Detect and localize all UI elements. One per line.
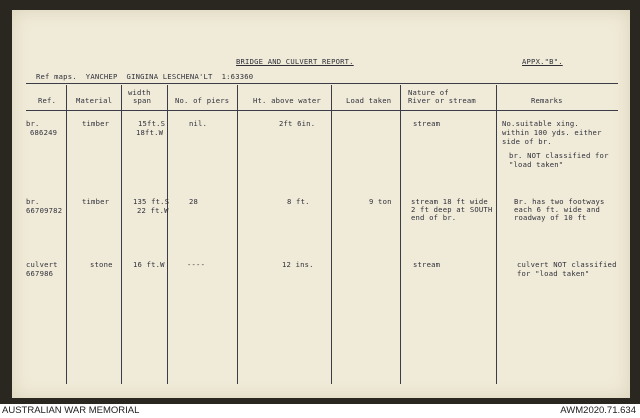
header-span: span bbox=[133, 96, 152, 105]
cell-ref: 66709782 bbox=[26, 206, 63, 215]
cell-ref: culvert bbox=[26, 260, 58, 269]
column-divider bbox=[167, 85, 168, 384]
column-divider bbox=[400, 85, 401, 384]
cell-nature: 2 ft deep at SOUTH bbox=[411, 205, 493, 214]
cell-remarks: roadway of 10 ft bbox=[514, 213, 587, 222]
cell-remarks: br. NOT classified for bbox=[509, 151, 609, 160]
appendix-label: APPX."B". bbox=[522, 57, 563, 66]
cell-ref: 686249 bbox=[30, 128, 58, 137]
cell-ref: br. bbox=[26, 197, 40, 206]
cell-load: 9 ton bbox=[369, 197, 392, 206]
column-divider bbox=[237, 85, 238, 384]
column-divider bbox=[331, 85, 332, 384]
cell-width-span: 135 ft.S bbox=[133, 197, 170, 206]
cell-material: timber bbox=[82, 119, 110, 128]
cell-height: 2ft 6in. bbox=[279, 119, 316, 128]
cell-material: timber bbox=[82, 197, 110, 206]
column-divider bbox=[496, 85, 497, 384]
cell-width-span: 22 ft.W bbox=[137, 206, 169, 215]
cell-nature: end of br. bbox=[411, 213, 457, 222]
table-header-rule bbox=[26, 110, 618, 111]
ref-maps-line: Ref maps. YANCHEP GINGINA LESCHENA'LT 1:63360 bbox=[36, 72, 254, 81]
footer-institution: AUSTRALIAN WAR MEMORIAL bbox=[2, 405, 140, 416]
cell-width-span: 16 ft.W bbox=[133, 260, 165, 269]
cell-remarks: for "load taken" bbox=[517, 269, 590, 278]
cell-piers: ---- bbox=[187, 260, 206, 269]
cell-remarks: "load taken" bbox=[509, 160, 564, 169]
header-nature: Nature of bbox=[408, 88, 449, 97]
header-material: Material bbox=[76, 96, 113, 105]
cell-ref: br. bbox=[26, 119, 40, 128]
cell-material: stone bbox=[90, 260, 113, 269]
header-ref: Ref. bbox=[38, 96, 57, 105]
header-piers: No. of piers bbox=[175, 96, 230, 105]
cell-height: 12 ins. bbox=[282, 260, 314, 269]
cell-piers: 28 bbox=[189, 197, 199, 206]
cell-remarks: No.suitable xing. bbox=[502, 119, 579, 128]
header-river-stream: River or stream bbox=[408, 96, 476, 105]
column-divider bbox=[66, 85, 67, 384]
cell-height: 8 ft. bbox=[287, 197, 310, 206]
cell-nature: stream 18 ft wide bbox=[411, 197, 488, 206]
header-width: width bbox=[128, 88, 151, 97]
column-divider bbox=[121, 85, 122, 384]
cell-remarks: within 100 yds. either bbox=[502, 128, 602, 137]
cell-remarks: each 6 ft. wide and bbox=[514, 205, 601, 214]
cell-ref: 667986 bbox=[26, 269, 54, 278]
header-load: Load taken bbox=[346, 96, 392, 105]
cell-piers: nil. bbox=[189, 119, 208, 128]
cell-nature: stream bbox=[413, 119, 441, 128]
footer-accession-number: AWM2020.71.634 bbox=[560, 405, 636, 416]
cell-nature: stream bbox=[413, 260, 441, 269]
cell-remarks: side of br. bbox=[502, 137, 552, 146]
cell-remarks: Br. has two footways bbox=[514, 197, 605, 206]
cell-remarks: culvert NOT classified bbox=[517, 260, 617, 269]
document-title: BRIDGE AND CULVERT REPORT. bbox=[236, 57, 354, 66]
header-remarks: Remarks bbox=[531, 96, 563, 105]
cell-width-span: 18ft.W bbox=[136, 128, 164, 137]
header-height: Ht. above water bbox=[253, 96, 321, 105]
table-top-rule bbox=[26, 83, 618, 84]
cell-width-span: 15ft.S bbox=[138, 119, 166, 128]
